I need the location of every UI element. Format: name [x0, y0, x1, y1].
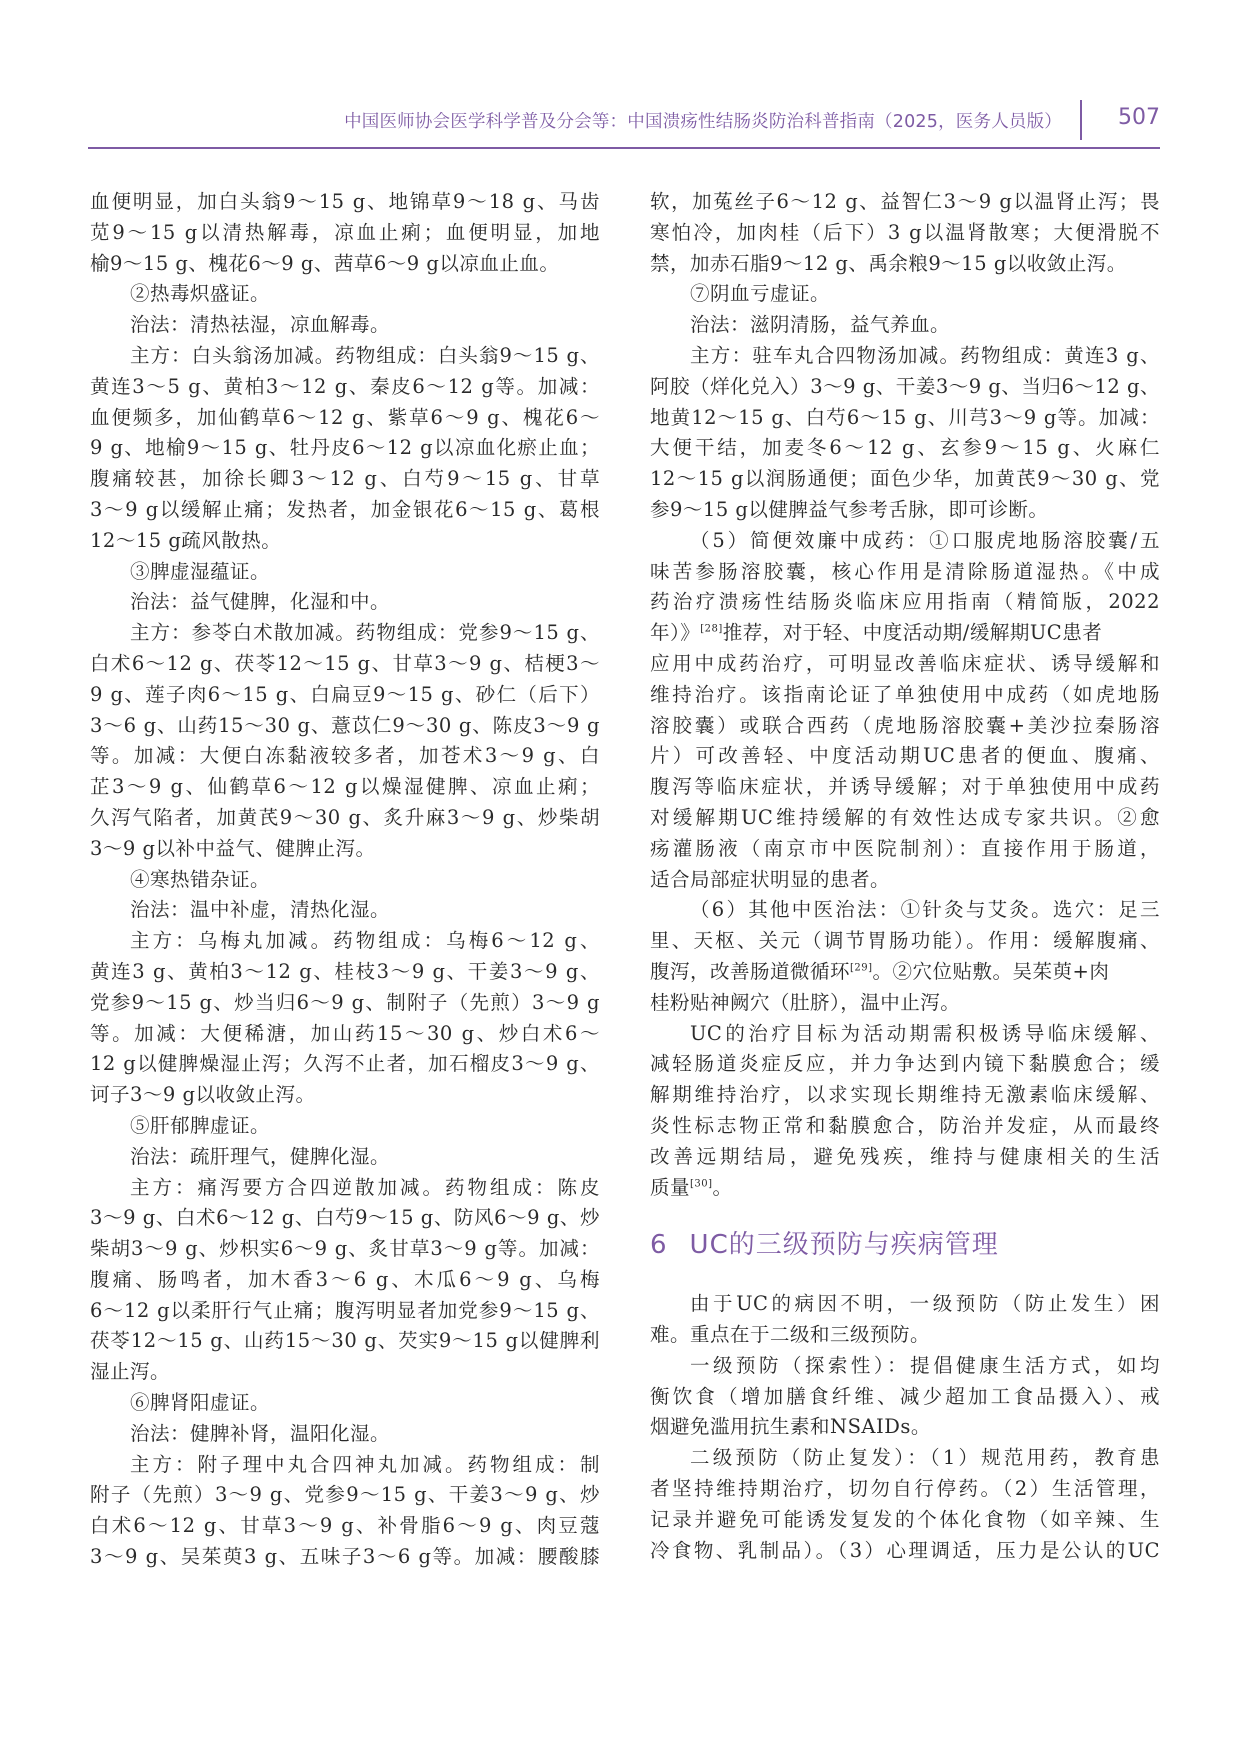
text-line: 党参9～15 g、炒当归6～9 g、制附子（先煎）3～9 g — [90, 990, 600, 1014]
paragraph — [90, 310, 600, 341]
paragraph — [90, 1450, 600, 1573]
journal-header-title: 中国医师协会医学科学普及分会等：中国溃疡性结肠炎防治科普指南（2025，医务人员版） — [344, 112, 1062, 132]
text-line: 3～9 g以补中益气、健脾止泻。 — [90, 836, 376, 860]
paragraph — [650, 341, 1160, 526]
paragraph — [90, 618, 600, 864]
paragraph — [650, 1289, 1160, 1351]
paragraph — [650, 1443, 1160, 1566]
text-line: ⑤肝郁脾虚证。 — [130, 1113, 271, 1137]
right-column — [650, 187, 1160, 1566]
text-line: 治法：健脾补肾，温阳化湿。 — [130, 1421, 391, 1445]
text-line: 主方：驻车丸合四物汤加减。药物组成：黄连3 g、 — [690, 343, 1160, 367]
paragraph — [650, 1351, 1160, 1443]
text-line: 禁，加赤石脂9～12 g、禹余粮9～15 g以收敛止泻。 — [650, 251, 1127, 275]
paragraph — [650, 1019, 1160, 1204]
text-line: 应用中成药治疗，可明显改善临床症状、诱导缓解和 — [650, 651, 1160, 675]
text-line: 烟避免滥用抗生素和NSAIDs。 — [650, 1415, 931, 1439]
paragraph — [650, 187, 1160, 279]
text-line: 软，加菟丝子6～12 g、益智仁3～9 g以温肾止泻；畏 — [650, 190, 1160, 213]
header-rule — [88, 147, 1160, 149]
text-line: 湿止泻。 — [90, 1360, 171, 1384]
text-line: 炎性标志物正常和黏膜愈合，防治并发症，从而最终 — [650, 1113, 1160, 1137]
paragraph — [90, 587, 600, 618]
subheading — [650, 279, 1160, 310]
text-line: 治法：滋阴清肠，益气养血。 — [690, 313, 951, 337]
text-line: 等。加减：大便稀溏，加山药15～30 g、炒白术6～ — [90, 1021, 600, 1045]
text-line: 治法：清热祛湿，凉血解毒。 — [130, 313, 391, 337]
text-line: 芷3～9 g、仙鹤草6～12 g以燥湿健脾、凉血止痢； — [90, 775, 600, 799]
paragraph — [90, 926, 600, 1111]
text-line: 维持治疗。该指南论证了单独使用中成药（如虎地肠 — [650, 682, 1160, 706]
paragraph — [90, 1173, 600, 1389]
paragraph — [650, 895, 1160, 1018]
text-line — [650, 618, 1160, 649]
text-line: 6～12 g以柔肝行气止痛；腹泻明显者加党参9～15 g、 — [90, 1298, 600, 1322]
text-line: 味苦参肠溶胶囊，核心作用是清除肠道湿热。《中成 — [650, 559, 1160, 583]
text-line: 寒怕冷，加肉桂（后下）3 g以温肾散寒；大便滑脱不 — [650, 220, 1160, 244]
subheading — [90, 279, 600, 310]
text-line: 治法：温中补虚，清热化湿。 — [130, 898, 391, 922]
text-line: 血便频多，加仙鹤草6～12 g、紫草6～9 g、槐花6～ — [90, 405, 600, 429]
text-line: 对缓解期UC维持缓解的有效性达成专家共识。②愈 — [650, 805, 1160, 829]
text-line: 白术6～12 g、茯苓12～15 g、甘草3～9 g、桔梗3～ — [90, 651, 600, 675]
text-line: 久泻气陷者，加黄芪9～30 g、炙升麻3～9 g、炒柴胡 — [90, 805, 600, 829]
text-line: 片）可改善轻、中度活动期UC患者的便血、腹痛、 — [650, 744, 1160, 768]
text-line: 等。加减：大便白冻黏液较多者，加苍术3～9 g、白 — [90, 744, 600, 768]
text-line: 治法：疏肝理气，健脾化湿。 — [130, 1144, 391, 1168]
text-fragment: 。 — [712, 1175, 733, 1199]
text-line: ④寒热错杂证。 — [130, 867, 271, 891]
text-line: 3～9 g、白术6～12 g、白芍9～15 g、防风6～9 g、炒 — [90, 1206, 600, 1230]
text-line: 适合局部症状明显的患者。 — [650, 867, 891, 891]
text-line: 药治疗溃疡性结肠炎临床应用指南（精简版，2022 — [650, 590, 1160, 614]
text-line: 治法：益气健脾，化湿和中。 — [130, 590, 391, 614]
text-line: 血便明显，加白头翁9～15 g、地锦草9～18 g、马齿 — [90, 190, 600, 213]
text-line: 黄连3 g、黄柏3～12 g、桂枝3～9 g、干姜3～9 g、 — [90, 959, 600, 983]
text-line: 记录并避免可能诱发复发的个体化食物（如辛辣、生 — [650, 1507, 1160, 1531]
paragraph — [650, 526, 1160, 896]
subheading — [90, 557, 600, 588]
text-line: 柴胡3～9 g、炒枳实6～9 g、炙甘草3～9 g等。加减： — [90, 1237, 600, 1261]
text-line: （5）简便效廉中成药：①口服虎地肠溶胶囊/五 — [690, 528, 1160, 552]
text-line: 主方：参苓白术散加减。药物组成：党参9～15 g、 — [130, 621, 600, 645]
text-line: 桂粉贴神阙穴（肚脐），温中止泻。 — [650, 990, 961, 1014]
text-fragment: 推荐，对于轻、中度活动期/缓解期UC患者 — [722, 621, 1103, 645]
running-header — [88, 98, 1160, 142]
text-line: 榆9～15 g、槐花6～9 g、茜草6～9 g以凉血止血。 — [90, 251, 560, 275]
text-line: 地黄12～15 g、白芍6～15 g、川芎3～9 g等。加减： — [650, 405, 1160, 429]
section-heading — [650, 1227, 1160, 1263]
text-line: 9 g、莲子肉6～15 g、白扁豆9～15 g、砂仁（后下） — [90, 682, 600, 706]
subheading — [90, 865, 600, 896]
text-line: 12～15 g疏风散热。 — [90, 528, 282, 552]
text-line: 难。重点在于二级和三级预防。 — [650, 1323, 931, 1347]
paragraph — [90, 895, 600, 926]
text-line: 解期维持治疗，以求实现长期维持无激素临床缓解、 — [650, 1083, 1160, 1107]
text-line: 者坚持维持期治疗，切勿自行停药。（2）生活管理， — [650, 1477, 1160, 1501]
text-line: 3～9 g以缓解止痛；发热者，加金银花6～15 g、葛根 — [90, 497, 600, 521]
text-fragment: 。②穴位贴敷。吴茱萸+肉 — [872, 959, 1110, 983]
text-line: 腹泻等临床症状，并诱导缓解；对于单独使用中成药 — [650, 775, 1160, 799]
text-line — [650, 957, 1160, 988]
section-title: UC的三级预防与疾病管理 — [689, 1230, 999, 1261]
text-line: 一级预防（探索性）：提倡健康生活方式，如均 — [690, 1353, 1160, 1377]
text-line: 衡饮食（增加膳食纤维、减少超加工食品摄入）、戒 — [650, 1384, 1160, 1408]
text-line: 黄连3～5 g、黄柏3～12 g、秦皮6～12 g等。加减： — [90, 374, 600, 398]
text-line: 白术6～12 g、甘草3～9 g、补骨脂6～9 g、肉豆蔻 — [90, 1514, 600, 1538]
citation-ref: [30] — [690, 1178, 713, 1189]
text-line: 苋9～15 g以清热解毒，凉血止痢；血便明显，加地 — [90, 220, 600, 244]
paragraph — [650, 310, 1160, 341]
text-line: 溶胶囊）或联合西药（虎地肠溶胶囊+美沙拉秦肠溶 — [650, 713, 1160, 737]
text-fragment: 质量 — [650, 1175, 691, 1199]
text-line: 疡灌肠液（南京市中医院制剂）：直接作用于肠道， — [650, 836, 1160, 860]
left-column — [90, 187, 600, 1573]
paragraph — [90, 341, 600, 557]
text-line: 主方：痛泻要方合四逆散加减。药物组成：陈皮 — [130, 1175, 600, 1199]
subheading — [90, 1111, 600, 1142]
text-line: 主方：附子理中丸合四神丸加减。药物组成：制 — [130, 1452, 600, 1476]
text-line: 大便干结，加麦冬6～12 g、玄参9～15 g、火麻仁 — [650, 436, 1160, 460]
text-line: 里、天枢、关元（调节胃肠功能）。作用：缓解腹痛、 — [650, 929, 1160, 953]
text-line: 腹痛、肠鸣者，加木香3～6 g、木瓜6～9 g、乌梅 — [90, 1267, 600, 1291]
text-line: 参9～15 g以健脾益气参考舌脉，即可诊断。 — [650, 497, 1049, 521]
text-line: 9 g、地榆9～15 g、牡丹皮6～12 g以凉血化瘀止血； — [90, 436, 600, 460]
text-line: 由于UC的病因不明，一级预防（防止发生）困 — [690, 1292, 1160, 1316]
text-line: ⑦阴血亏虚证。 — [690, 282, 831, 306]
text-line: （6）其他中医治法：①针灸与艾灸。选穴：足三 — [690, 898, 1160, 922]
text-line: UC的治疗目标为活动期需积极诱导临床缓解、 — [690, 1021, 1160, 1045]
citation-ref: [28] — [700, 623, 723, 635]
page-number: 507 — [1118, 105, 1160, 130]
text-line — [650, 1173, 1160, 1204]
section-number: 6 — [650, 1230, 668, 1261]
text-line: 3～9 g、吴茱萸3 g、五味子3～6 g等。加减：腰酸膝 — [90, 1545, 600, 1569]
citation-ref: [29] — [850, 962, 873, 974]
text-line: ③脾虚湿蕴证。 — [130, 559, 271, 583]
text-fragment: 腹泻，改善肠道微循环 — [650, 959, 851, 983]
text-line: 冷食物、乳制品）。（3）心理调适，压力是公认的UC — [650, 1538, 1160, 1562]
paragraph — [90, 1142, 600, 1173]
text-line: 阿胶（烊化兑入）3～9 g、干姜3～9 g、当归6～12 g、 — [650, 374, 1160, 398]
text-line: 腹痛较甚，加徐长卿3～12 g、白芍9～15 g、甘草 — [90, 467, 600, 491]
text-line: ②热毒炽盛证。 — [130, 282, 271, 306]
text-line: ⑥脾肾阳虚证。 — [130, 1391, 271, 1415]
text-line: 附子（先煎）3～9 g、党参9～15 g、干姜3～9 g、炒 — [90, 1483, 600, 1507]
text-line: 茯苓12～15 g、山药15～30 g、芡实9～15 g以健脾利 — [90, 1329, 600, 1353]
text-line: 诃子3～9 g以收敛止泻。 — [90, 1083, 316, 1107]
text-line: 改善远期结局，避免残疾，维持与健康相关的生活 — [650, 1144, 1160, 1168]
paragraph — [90, 187, 600, 279]
text-line: 减轻肠道炎症反应，并力争达到内镜下黏膜愈合；缓 — [650, 1052, 1160, 1076]
text-line: 3～6 g、山药15～30 g、薏苡仁9～30 g、陈皮3～9 g — [90, 713, 600, 737]
text-line: 主方：白头翁汤加减。药物组成：白头翁9～15 g、 — [130, 343, 600, 367]
text-line: 12～15 g以润肠通便；面色少华，加黄芪9～30 g、党 — [650, 467, 1160, 491]
text-line: 主方：乌梅丸加减。药物组成：乌梅6～12 g、 — [130, 929, 600, 953]
text-line: 二级预防（防止复发）：（1）规范用药，教育患 — [690, 1446, 1160, 1470]
paragraph — [90, 1419, 600, 1450]
text-line: 12 g以健脾燥湿止泻；久泻不止者，加石榴皮3～9 g、 — [90, 1052, 600, 1076]
subheading — [90, 1388, 600, 1419]
text-fragment: 年）》 — [650, 621, 701, 645]
header-separator — [1080, 100, 1082, 140]
